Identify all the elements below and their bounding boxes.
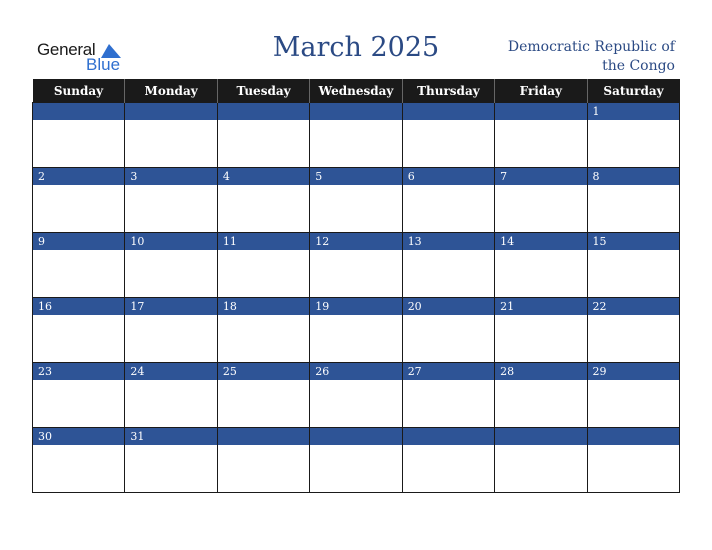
day-number: 24 <box>125 363 216 380</box>
day-cell[interactable] <box>217 233 309 298</box>
day-number: 10 <box>125 233 216 250</box>
day-number: 2 <box>33 168 124 185</box>
day-cell[interactable] <box>217 168 309 233</box>
day-number: 5 <box>310 168 401 185</box>
day-cell[interactable] <box>402 103 494 168</box>
day-cell[interactable] <box>587 103 679 168</box>
week-row <box>33 233 680 298</box>
day-number: 15 <box>588 233 679 250</box>
day-number: 25 <box>218 363 309 380</box>
day-cell[interactable] <box>33 233 125 298</box>
day-cell[interactable] <box>33 168 125 233</box>
day-cell[interactable] <box>495 428 587 493</box>
country-name: Democratic Republic of the Congo <box>507 39 675 74</box>
day-number: 3 <box>125 168 216 185</box>
day-number: 31 <box>125 428 216 445</box>
day-cell[interactable] <box>217 428 309 493</box>
day-cell[interactable] <box>402 428 494 493</box>
day-number: 27 <box>403 363 494 380</box>
day-number: 7 <box>495 168 586 185</box>
calendar-grid <box>32 79 680 493</box>
day-number <box>125 103 216 120</box>
day-number: 16 <box>33 298 124 315</box>
day-number: 4 <box>218 168 309 185</box>
weekday-saturday: Saturday <box>587 79 679 103</box>
day-cell[interactable] <box>402 363 494 428</box>
day-cell[interactable] <box>33 428 125 493</box>
weekday-wednesday: Wednesday <box>310 79 402 103</box>
day-cell[interactable] <box>402 298 494 363</box>
day-cell[interactable] <box>495 168 587 233</box>
day-number: 14 <box>495 233 586 250</box>
week-row <box>33 363 680 428</box>
day-number: 6 <box>403 168 494 185</box>
day-cell[interactable] <box>495 298 587 363</box>
day-number: 22 <box>588 298 679 315</box>
day-number <box>588 428 679 445</box>
day-cell[interactable] <box>310 168 402 233</box>
day-cell[interactable] <box>217 103 309 168</box>
day-cell[interactable] <box>587 168 679 233</box>
day-number <box>403 103 494 120</box>
day-number: 20 <box>403 298 494 315</box>
day-number <box>310 103 401 120</box>
weekday-tuesday: Tuesday <box>217 79 309 103</box>
day-number: 8 <box>588 168 679 185</box>
day-cell[interactable] <box>310 233 402 298</box>
day-number <box>403 428 494 445</box>
day-number <box>310 428 401 445</box>
day-cell[interactable] <box>310 103 402 168</box>
day-cell[interactable] <box>125 233 217 298</box>
day-cell[interactable] <box>217 298 309 363</box>
day-number: 21 <box>495 298 586 315</box>
day-number <box>495 103 586 120</box>
day-cell[interactable] <box>125 103 217 168</box>
weekday-header-row <box>33 79 680 103</box>
day-cell[interactable] <box>495 103 587 168</box>
logo-text-blue: Blue <box>86 55 121 74</box>
day-number: 30 <box>33 428 124 445</box>
day-cell[interactable] <box>125 363 217 428</box>
day-number: 1 <box>588 103 679 120</box>
day-cell[interactable] <box>402 168 494 233</box>
weekday-sunday: Sunday <box>33 79 125 103</box>
weekday-monday: Monday <box>125 79 217 103</box>
day-number: 26 <box>310 363 401 380</box>
week-row <box>33 103 680 168</box>
day-cell[interactable] <box>125 168 217 233</box>
week-row <box>33 168 680 233</box>
day-number: 23 <box>33 363 124 380</box>
day-cell[interactable] <box>587 298 679 363</box>
day-cell[interactable] <box>310 363 402 428</box>
day-number: 9 <box>33 233 124 250</box>
weekday-friday: Friday <box>495 79 587 103</box>
day-cell[interactable] <box>495 363 587 428</box>
week-row <box>33 298 680 363</box>
day-cell[interactable] <box>33 298 125 363</box>
day-number: 18 <box>218 298 309 315</box>
day-number <box>495 428 586 445</box>
day-cell[interactable] <box>217 363 309 428</box>
day-number: 19 <box>310 298 401 315</box>
day-number <box>218 103 309 120</box>
day-number: 12 <box>310 233 401 250</box>
day-cell[interactable] <box>125 298 217 363</box>
day-number <box>218 428 309 445</box>
day-cell[interactable] <box>402 233 494 298</box>
day-cell[interactable] <box>310 428 402 493</box>
day-number: 17 <box>125 298 216 315</box>
day-cell[interactable] <box>495 233 587 298</box>
week-row <box>33 428 680 493</box>
day-number: 28 <box>495 363 586 380</box>
day-cell[interactable] <box>33 103 125 168</box>
day-number <box>33 103 124 120</box>
day-number: 11 <box>218 233 309 250</box>
logo-text-general: General <box>37 40 96 59</box>
day-cell[interactable] <box>587 428 679 493</box>
day-number: 13 <box>403 233 494 250</box>
day-cell[interactable] <box>587 363 679 428</box>
weekday-thursday: Thursday <box>402 79 494 103</box>
day-number: 29 <box>588 363 679 380</box>
calendar-title: March 2025 <box>272 32 440 63</box>
day-cell[interactable] <box>33 363 125 428</box>
generalblue-logo <box>37 38 137 74</box>
day-cell[interactable] <box>587 233 679 298</box>
day-cell[interactable] <box>125 428 217 493</box>
day-cell[interactable] <box>310 298 402 363</box>
